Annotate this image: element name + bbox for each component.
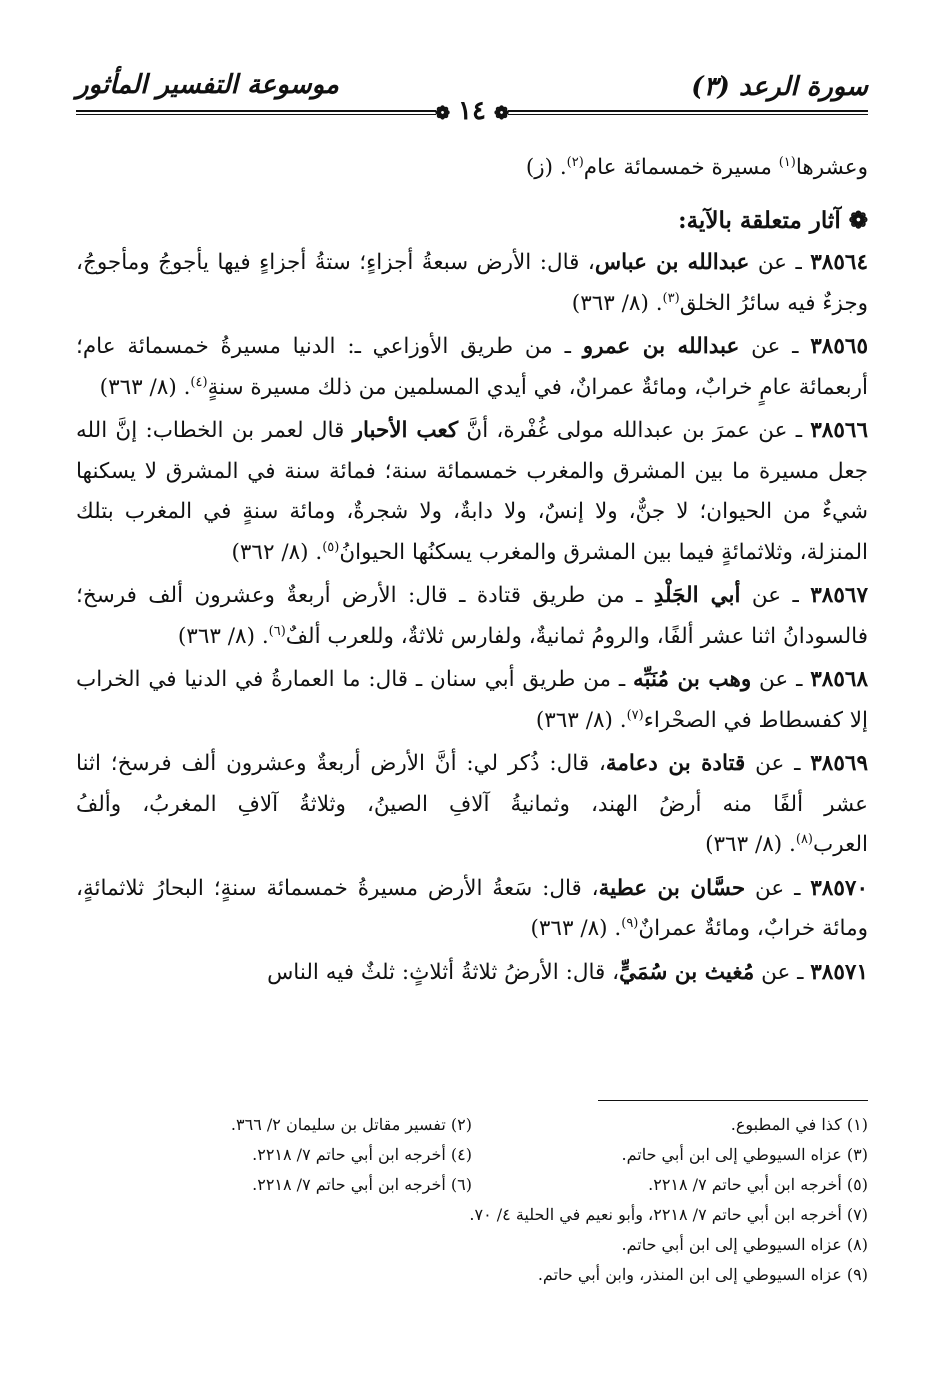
source-reference: . (٨/ ٣٦٢) bbox=[231, 539, 323, 565]
narrator-name: قتادة بن دعامة bbox=[605, 751, 746, 776]
ornament-icon: ❁ bbox=[434, 103, 451, 124]
footnote: (١) كذا في المطبوع. bbox=[730, 1115, 868, 1134]
narration-entry: ٣٨٥٧٠ ـ عن حسَّان بن عطية، قال: سَعةُ الأرض مسيرةُ خمسمائة سنةٍ؛ البحارُ ثلاثمائةٍ، ومائة خرابٌ، ومائةٌ عمرانٌ$^{(٩)}$. (٨/ ٣٦٣) bbox=[76, 875, 868, 941]
footnote: (٤) أخرجه ابن أبي حاتم ٧/ ٢٢١٨. bbox=[252, 1145, 472, 1164]
entry-text: ، قال: الأرض سبعةُ أجزاءٍ؛ ستةُ أجزاءٍ فيها يأجوجُ ومأجوجُ، وجزءٌ فيه سائرُ الخلق bbox=[76, 250, 868, 316]
footnote-marker: (١) bbox=[778, 154, 796, 170]
header-rule-right bbox=[508, 110, 868, 115]
footnote-row bbox=[76, 1110, 868, 1140]
narrator-name: عبدالله بن عباس bbox=[594, 250, 750, 275]
entry-number: ٣٨٥٦٦ bbox=[810, 418, 868, 443]
intro-line: وعشرها$^{(١)}$ مسيرة خمسمائة عام$^{(٢)}$. (ز) bbox=[525, 154, 868, 180]
page-number bbox=[427, 96, 517, 126]
page-header bbox=[76, 66, 868, 136]
narration-entry: ٣٨٥٦٨ ـ عن وهب بن مُنَبِّه ـ من طريق أبي سنان ـ قال: ما العمارةُ في الدنيا في الخراب إلا كفسطاط في الصحْراء$^{(٧)}$. (٨/ ٣٦٣) bbox=[76, 667, 868, 733]
narration-entry: ٣٨٥٧١ ـ عن مُغيث بن سُمَيٍّ، قال: الأرضُ ثلاثةُ أثلاثٍ: ثلثٌ فيه الناس bbox=[267, 959, 868, 985]
entry-text: ، قال: سَعةُ الأرض مسيرةُ خمسمائة سنةٍ؛ البحارُ ثلاثمائةٍ، ومائة خرابٌ، ومائةٌ عمرانٌ bbox=[76, 875, 868, 941]
main-text bbox=[76, 148, 868, 996]
section-heading bbox=[76, 201, 868, 242]
footnote-row bbox=[76, 1170, 868, 1200]
narrator-name: عبدالله بن عمرو bbox=[582, 334, 740, 359]
source-reference: . (٨/ ٣٦٣) bbox=[99, 374, 191, 400]
entry-text: ـ من طريق أبي سنان ـ قال: ما العمارةُ في الدنيا في الخراب إلا كفسطاط في الصحْراء bbox=[76, 667, 868, 733]
entry-number: ٣٨٥٦٨ bbox=[810, 667, 868, 692]
footnote-marker: (٨) bbox=[795, 831, 813, 847]
footnote-row bbox=[76, 1260, 868, 1290]
footnote-marker: (٦) bbox=[268, 623, 286, 639]
footnote-marker: (٢) bbox=[566, 154, 584, 170]
ornament-icon: ❁ bbox=[493, 103, 510, 124]
footnote: (٧) أخرجه ابن أبي حاتم ٧/ ٢٢١٨، وأبو نعيم في الحلية ٤/ ٧٠. bbox=[469, 1205, 868, 1224]
source-reference: . (٨/ ٣٦٣) bbox=[571, 290, 663, 316]
footnote-marker: (٧) bbox=[626, 707, 644, 723]
entry-number: ٣٨٥٦٩ bbox=[810, 751, 868, 776]
source-reference: . (٨/ ٣٦٣) bbox=[530, 916, 622, 941]
footnote-marker: (٩) bbox=[621, 915, 639, 931]
narration-entry: ٣٨٥٦٧ ـ عن أبي الجَلْدِ ـ من طريق قتادة ـ قال: الأرض أربعةٌ وعشرون ألف فرسخ؛ فالسودانُ اثنا عشر ألفًا، والرومُ ثمانيةٌ، ولفارس ثلاثةٌ، وللعرب ألفٌ$^{(٦)}$. (٨/ ٣٦٣) bbox=[76, 583, 868, 649]
footnote-marker: (٥) bbox=[322, 539, 340, 555]
page-number-value: ١٤ bbox=[458, 96, 486, 126]
narrator-name: أبي الجَلْدِ bbox=[653, 583, 741, 608]
footnote: (٥) أخرجه ابن أبي حاتم ٧/ ٢٢١٨. bbox=[648, 1175, 868, 1194]
entry-number: ٣٨٥٦٤ bbox=[810, 250, 868, 275]
book-title: موسوعة التفسير المأثور bbox=[76, 70, 339, 100]
footnote: (٩) عزاه السيوطي إلى ابن المنذر، وابن أبي حاتم. bbox=[537, 1265, 868, 1284]
narrator-name: حسَّان بن عطية bbox=[598, 875, 746, 901]
narrator-name: مُغيث بن سُمَيٍّ bbox=[619, 959, 755, 985]
entry-text: ـ من طريق قتادة ـ قال: الأرض أربعةٌ وعشرون ألف فرسخ؛ فالسودانُ اثنا عشر ألفًا، والرومُ ثمانيةٌ، ولفارس ثلاثةٌ، وللعرب ألفٌ bbox=[76, 583, 868, 649]
source-reference: . (٨/ ٣٦٣) bbox=[535, 707, 627, 733]
narration-entry: ٣٨٥٦٥ ـ عن عبدالله بن عمرو ـ من طريق الأوزاعي ـ: الدنيا مسيرةُ خمسمائة عام؛ أربعمائة عامٍ خرابٌ، ومائةٌ عمرانٌ، في أيدي المسلمين من ذلك مسيرة سنةٍ$^{(٤)}$. (٨/ ٣٦٣) bbox=[76, 334, 868, 400]
narration-entry: ٣٨٥٦٩ ـ عن قتادة بن دعامة، قال: ذُكر لي: أنَّ الأرض أربعةٌ وعشرون ألف فرسخ؛ اثنا عشر ألفًا منه أرضُ الهند، وثمانيةُ آلافِ الصينُ، وثلاثةُ آلافِ المغربُ، وألفُ العرب$^{(٨)}$. (٨/ ٣٦٣) bbox=[76, 751, 868, 857]
header-rule-left bbox=[76, 110, 436, 115]
entry-number: ٣٨٥٦٧ bbox=[810, 583, 868, 608]
footnote: (٦) أخرجه ابن أبي حاتم ٧/ ٢٢١٨. bbox=[252, 1175, 472, 1194]
footnote-row bbox=[76, 1200, 868, 1230]
footnote: (٢) تفسير مقاتل بن سليمان ٢/ ٣٦٦. bbox=[230, 1115, 472, 1134]
section-heading-text: آثار متعلقة بالآية: bbox=[678, 206, 841, 234]
entry-number: ٣٨٥٦٥ bbox=[810, 334, 868, 359]
footnote-marker: (٤) bbox=[190, 374, 208, 390]
source-reference: . (٨/ ٣٦٣) bbox=[177, 623, 269, 649]
entry-text: ، قال: ذُكر لي: أنَّ الأرض أربعةٌ وعشرون ألف فرسخ؛ اثنا عشر ألفًا منه أرضُ الهند، وثمانيةُ آلافِ الصينُ، وثلاثةُ آلافِ المغربُ، وألفُ العرب bbox=[76, 751, 868, 857]
entry-text: ـ من طريق الأوزاعي ـ: الدنيا مسيرةُ خمسمائة عام؛ أربعمائة عامٍ خرابٌ، ومائةٌ عمرانٌ، في أيدي المسلمين من ذلك مسيرة سنةٍ bbox=[76, 334, 868, 400]
footnote-row bbox=[76, 1230, 868, 1260]
footnote: (٨) عزاه السيوطي إلى ابن أبي حاتم. bbox=[621, 1235, 868, 1254]
source-reference: . (٨/ ٣٦٣) bbox=[705, 832, 796, 857]
footnote: (٣) عزاه السيوطي إلى ابن أبي حاتم. bbox=[621, 1145, 868, 1164]
footnote-row bbox=[76, 1140, 868, 1170]
entry-text: ، قال: الأرضُ ثلاثةُ أثلاثٍ: ثلثٌ فيه الناس bbox=[267, 959, 620, 985]
footnotes bbox=[76, 1110, 868, 1290]
surah-title: سورة الرعد (٣) bbox=[691, 72, 868, 102]
narrator-name: كعب الأحبار bbox=[352, 418, 459, 443]
flower-icon: ❁ bbox=[848, 206, 868, 234]
narration-entry: ٣٨٥٦٦ ـ عن عمرَ بن عبدالله مولى غُفْرة، أنَّ كعب الأحبار قال لعمر بن الخطاب: إنَّ الله جعل مسيرة ما بين المشرق والمغرب خمسمائة سنة؛ فمائة سنة في المشرق لا يسكنها شيءٌ من الحيوان؛ لا جنٌّ، ولا إنسٌ، ولا دابةٌ، ولا شجرةٌ، ومائة سنةٍ في المغرب بتلك المنزلة، وثلاثمائةٍ فيما بين المشرق والمغرب يسكنُها الحيوانُ$^{(٥)}$. (٨/ ٣٦٢) bbox=[76, 418, 868, 565]
entry-number: ٣٨٥٧٠ bbox=[810, 875, 868, 901]
entry-text: قال لعمر بن الخطاب: إنَّ الله جعل مسيرة ما بين المشرق والمغرب خمسمائة سنة؛ فمائة سنة في المشرق لا يسكنها شيءٌ من الحيوان؛ لا جنٌّ، ولا إنسٌ، ولا دابةٌ، ولا شجرةٌ، ومائة سنةٍ في المغرب بتلك المنزلة، وثلاثمائةٍ فيما بين المشرق والمغرب يسكنُها الحيوانُ bbox=[76, 418, 868, 565]
footnote-divider bbox=[598, 1100, 868, 1101]
entry-number: ٣٨٥٧١ bbox=[810, 959, 868, 985]
narrator-name: وهب بن مُنَبِّه bbox=[633, 667, 752, 692]
narration-entry: ٣٨٥٦٤ ـ عن عبدالله بن عباس، قال: الأرض سبعةُ أجزاءٍ؛ ستةُ أجزاءٍ فيها يأجوجُ ومأجوجُ، وجزءٌ فيه سائرُ الخلق$^{(٣)}$. (٨/ ٣٦٣) bbox=[76, 250, 868, 316]
footnote-marker: (٣) bbox=[662, 290, 680, 306]
